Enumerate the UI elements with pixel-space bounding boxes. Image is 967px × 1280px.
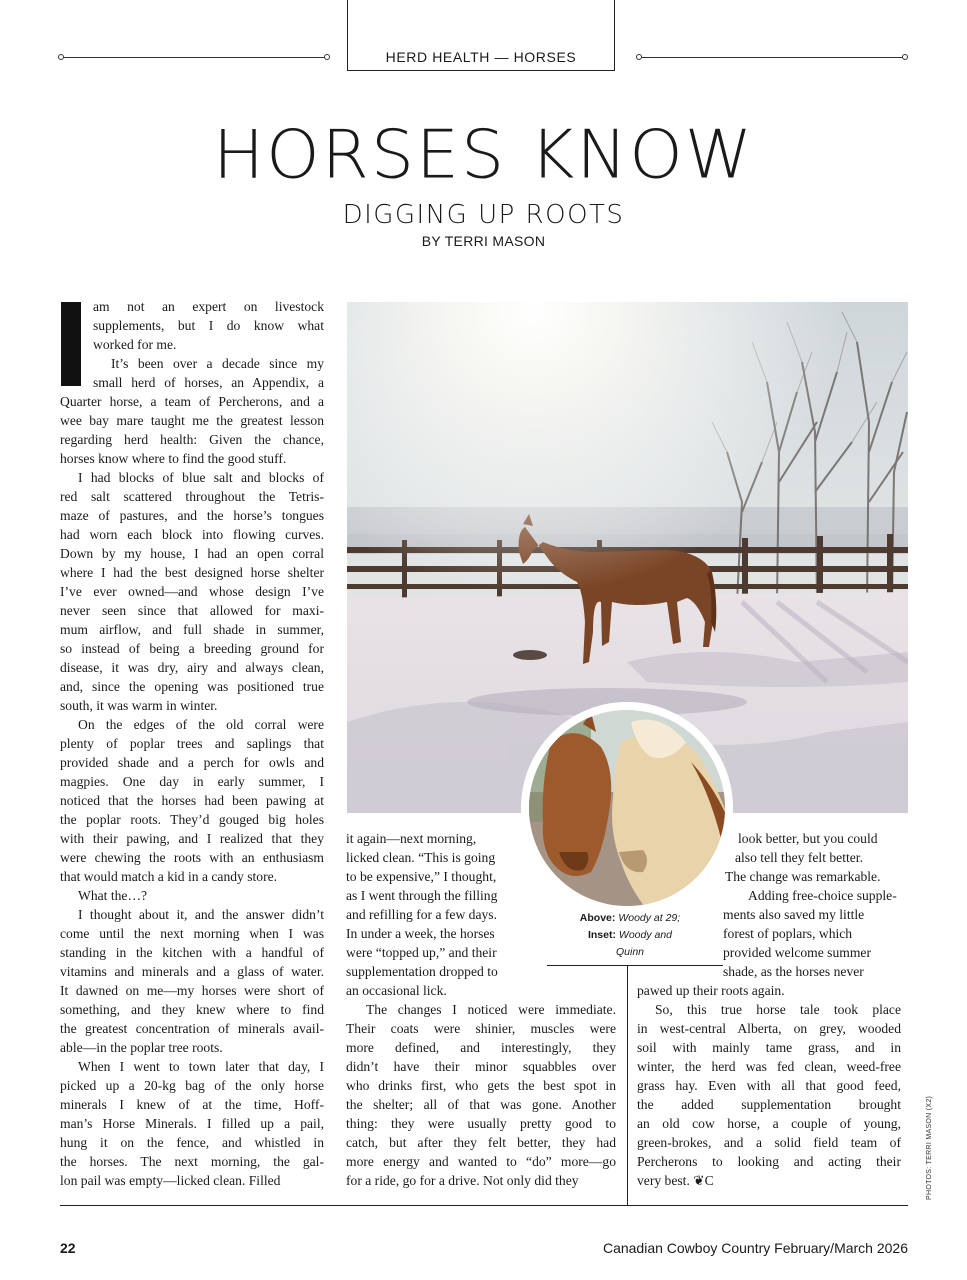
footer-rule — [60, 1205, 908, 1206]
col2-line: more energy and wanted to “do” more—go — [346, 1154, 616, 1169]
col1-line: minerals I knew of at the time, Hoff- — [60, 1097, 324, 1112]
col1-line: It dawned on me—my horses were short of — [60, 983, 324, 998]
col1-line: supplements, but I do know what — [93, 318, 324, 333]
col1-line: It’s been over a decade since my — [111, 356, 324, 371]
col1-line: horses know where to find the good stuff. — [60, 451, 287, 466]
col2-line: it again—next morning, — [346, 831, 477, 846]
rule-dot-left-end — [324, 54, 330, 60]
col1-line: plenty of poplar trees and saplings that — [60, 736, 324, 751]
col1-line: the poplar roots. They’d gouged big holes — [60, 812, 324, 827]
col1-line: am not an expert on livestock — [93, 299, 324, 314]
col1-line: man’s Horse Minerals. I filled up a pail, — [60, 1116, 324, 1131]
caption-inset-text: Woody and — [618, 929, 673, 941]
photo-caption — [560, 910, 700, 961]
inset-photo-woody-and-quinn — [521, 702, 733, 914]
col1-line: maze of pastures, and the horse’s tongues — [60, 508, 324, 523]
col3-line: provided welcome summer — [723, 945, 871, 960]
col2-line: as I went through the filling — [346, 888, 498, 903]
col1-line: Quarter horse, a team of Percherons, and a — [60, 394, 324, 409]
col3-line: green-brokes, and a solid field team of — [637, 1135, 901, 1150]
col1-line: On the edges of the old corral were — [78, 717, 324, 732]
col1-line: south, it was warm in winter. — [60, 698, 218, 713]
col1-line: disease, it was dry, airy and always clean, — [60, 660, 324, 675]
col2-line: for a ride, go for a drive. Not only did they — [346, 1173, 579, 1188]
col3-line: forest of poplars, which — [723, 926, 853, 941]
col1-line: When I went to town later that day, I — [78, 1059, 324, 1074]
col1-line: so instead of being a breeding ground for — [60, 641, 324, 656]
col1-line: were chewing the roots with an enthusiasm — [60, 850, 324, 865]
col3-line: pawed up their roots again. — [637, 983, 785, 998]
col3-line: soil with mainly tame grass, and in — [637, 1040, 901, 1055]
col3-line: also tell they felt better. — [735, 850, 863, 865]
photo-credit: PHOTOS: TERRI MASON (X2) — [926, 1095, 933, 1200]
col2-line: Their coats were shinier, muscles were — [346, 1021, 616, 1036]
col1-line: never seen since that allowed for maxi- — [60, 603, 324, 618]
section-label: HERD HEALTH — HORSES — [385, 49, 577, 65]
col3-line: in west-central Alberta, on grey, wooded — [637, 1021, 901, 1036]
col1-line: had worn each block into flowing curves. — [60, 527, 324, 542]
col1-line: picked up a 20-kg bag of the only horse — [60, 1078, 324, 1093]
col1-line: worked for me. — [93, 337, 177, 352]
column-divider — [627, 965, 628, 1205]
article-subtitle: DIGGING UP ROOTS — [342, 200, 625, 230]
col2-line: who drinks first, who gets the best spot in — [346, 1078, 616, 1093]
col1-line: with their pawing, and I realized that they — [60, 831, 324, 846]
col1-line: regarding herd health: Given the chance, — [60, 432, 324, 447]
col1-line: something, and they knew where to find — [60, 1002, 324, 1017]
col2-line: an occasional lick. — [346, 983, 447, 998]
col1-line: I had blocks of blue salt and blocks of — [78, 470, 324, 485]
col2-line: didn’t have their minor squabbles over — [346, 1059, 616, 1074]
col2-line: The changes I noticed were immediate. — [366, 1002, 616, 1017]
col1-line: I’ve ever owned—and whose design I’ve — [60, 584, 324, 599]
rule-dot-right — [902, 54, 908, 60]
col2-line: supplementation dropped to — [346, 964, 498, 979]
col1-line: lon pail was empty—licked clean. Filled — [60, 1173, 281, 1188]
col3-line: ments also saved my little — [723, 907, 865, 922]
col1-line: provided shade and a perch for owls and — [60, 755, 324, 770]
col1-line: and, since the opening was positioned true — [60, 679, 324, 694]
col1-line: where I had the best designed horse shelter — [60, 565, 324, 580]
col3-line: So, this true horse tale took place — [655, 1002, 901, 1017]
col2-line: were “topped up,” and their — [346, 945, 497, 960]
col3-line: an old cow horse, a couple of young, — [637, 1116, 901, 1131]
col3-line: the added supplementation brought — [637, 1097, 901, 1112]
col3-line: winter, the herd was fed clean, weed-free — [637, 1059, 901, 1074]
col2-line: In under a week, the horses — [346, 926, 495, 941]
col1-line: What the…? — [78, 888, 148, 903]
col1-line: that would match a kid in a candy store. — [60, 869, 278, 884]
col1-line: standing in the kitchen with a handful of — [60, 945, 324, 960]
header-rule-left — [64, 57, 326, 58]
col3-line: grass hay. Even with all that good feed, — [637, 1078, 901, 1093]
page-number: 22 — [60, 1240, 76, 1256]
publication-line: Canadian Cowboy Country February/March 2026 — [602, 1240, 908, 1256]
caption-inset-text-2: Quinn — [615, 946, 645, 958]
caption-above-text: Woody at 29; — [618, 912, 681, 924]
col1-line: red salt scattered throughout the Tetris- — [60, 489, 324, 504]
drop-cap-i — [61, 302, 81, 386]
col3-line: Adding free-choice supple- — [748, 888, 897, 903]
col1-line: come until the next morning when I was — [60, 926, 324, 941]
article-title: HORSES KNOW — [212, 116, 755, 195]
col1-line: I thought about it, and the answer didn’t — [78, 907, 324, 922]
col2-line: the shelter; all of that was gone. Another — [346, 1097, 616, 1112]
col1-line: Down by my house, I had an open corral — [60, 546, 324, 561]
col1-line: hung it on the fence, and whistled in — [60, 1135, 324, 1150]
col2-line: thing: they were usually pretty good to — [346, 1116, 616, 1131]
col3-line: Percherons to looking and acting their — [637, 1154, 901, 1169]
col2-line: to be expensive,” I thought, — [346, 869, 497, 884]
col2-line: more defined, and interestingly, they — [346, 1040, 616, 1055]
header-rule-right — [642, 57, 904, 58]
col1-line: magpies. One day in early summer, I — [60, 774, 324, 789]
col3-line: The change was remarkable. — [725, 869, 881, 884]
col2-line: catch, but after they felt better, they had — [346, 1135, 616, 1150]
byline: BY TERRI MASON — [421, 233, 546, 249]
col3-line: very best. ❦C — [637, 1173, 714, 1188]
col1-line: small herd of horses, an Appendix, a — [93, 375, 324, 390]
col1-line: the greatest concentration of minerals avail- — [60, 1021, 324, 1036]
col1-line: the horses. The next morning, the gal- — [60, 1154, 324, 1169]
col3-line: shade, as the horses never — [723, 964, 864, 979]
col2-line: licked clean. “This is going — [346, 850, 496, 865]
col1-line: vitamins and minerals and a glass of water. — [60, 964, 324, 979]
caption-inset-label: Inset: — [587, 929, 616, 941]
col1-line: noticed that the horses had been pawing at — [60, 793, 324, 808]
col1-line: mum airflow, and full shade in summer, — [60, 622, 324, 637]
col1-line: able—in the poplar tree roots. — [60, 1040, 223, 1055]
col1-line: wee bay mare taught me the greatest lesson — [60, 413, 324, 428]
caption-rule — [547, 965, 723, 966]
col2-line: and refilling for a few days. — [346, 907, 497, 922]
caption-above-label: Above: — [579, 912, 616, 924]
col3-line: look better, but you could — [738, 831, 878, 846]
